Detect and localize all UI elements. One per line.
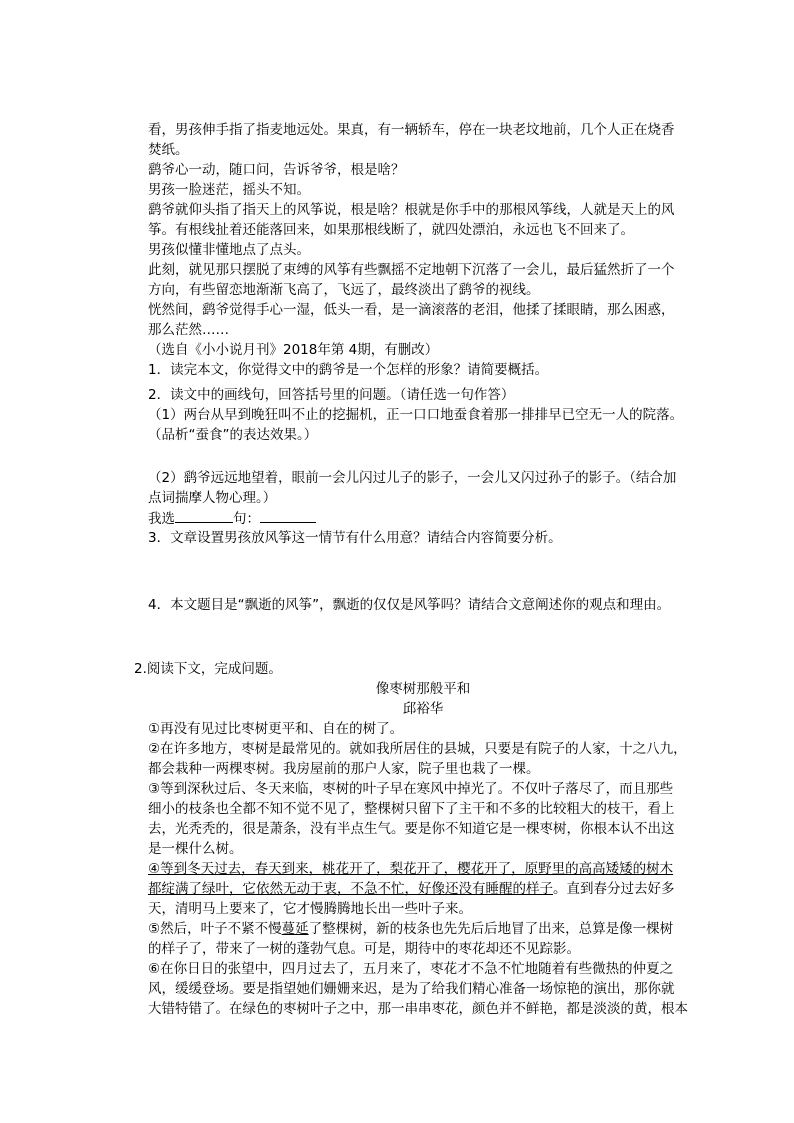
paragraph-2-line: 都会栽种一两棵枣树。我房屋前的那户人家，院子里也栽了一棵。: [148, 761, 540, 777]
paragraph-6-line: 风，缓缓登场。要是指望她们姗姗来迟，是为了给我们精心准备一场惊艳的演出，那你就: [148, 981, 675, 997]
paragraph-3-line: 细小的枝条也全都不知不觉不见了，整棵树只留下了主干和不多的比较粗大的枝干，看上: [148, 801, 675, 817]
story-line: 男孩一脸迷茫，摇头不知。: [148, 182, 310, 198]
paragraph-4-underlined-segment: 都绽满了绿叶，它依然无动于衷，不急不忙，好像还没有睡醒的样子: [148, 881, 553, 897]
story-line: 鹞爷就仰头指了指天上的风筝说，根是啥？根就是你手中的那根风筝线，人就是天上的风: [148, 202, 675, 218]
question-1: 1．读完本文，你觉得文中的鹞爷是一个怎样的形象？请简要概括。: [148, 362, 549, 378]
part-2-intro: 2.阅读下文，完成问题。: [134, 661, 282, 677]
question-2: [148, 385, 698, 445]
story-line: 那么茫然……: [148, 322, 229, 338]
question-2-item-1-hint: （品析“蚕食”的表达效果。）: [148, 427, 318, 443]
question-2-part-2: [148, 468, 698, 548]
paragraph-3-line: 去，光秃秃的，很是萧条，没有半点生气。要是你不知道它是一棵枣树，你根本认不出这: [148, 821, 675, 837]
source-note: （选自《小小说月刊》2018年第 4期，有删改）: [148, 342, 439, 358]
paragraph-5-line-1: [148, 919, 698, 939]
story-line: 男孩似懂非懂地点了点头。: [148, 242, 310, 258]
paragraph-4-underlined-line: ④等到冬天过去，春天到来，桃花开了，梨花开了，樱花开了，原野里的高高矮矮的树木: [148, 861, 674, 877]
paragraph-3-line: 是一棵什么树。: [148, 841, 243, 857]
paragraph-5-start: ⑤然后，叶子不紧不慢: [148, 921, 282, 937]
question-2-stem: 2．读文中的画线句，回答括号里的问题。（请任选一句作答）: [148, 387, 515, 403]
story-line: 看，男孩伸手指了指麦地远处。果真，有一辆轿车，停在一块老坟地前，几个人正在烧香: [148, 122, 675, 138]
answer-blank-sentence[interactable]: [175, 508, 233, 523]
paragraph-2-line: ②在许多地方，枣树是最常见的。就如我所居住的县城，只要是有院子的人家，十之八九，: [148, 741, 687, 757]
article-title: 像枣树那般平和: [375, 681, 471, 697]
story-line: 方向，有些留恋地渐渐飞高了，飞远了，最终淡出了鹞爷的视线。: [148, 282, 540, 298]
question-3: 3．文章设置男孩放风筝这一情节有什么用意？请结合内容简要分析。: [148, 530, 562, 546]
story-line: 筝。有根线扯着还能落回来，如果那根线断了，就四处漂泊，永远也飞不回来了。: [148, 222, 634, 238]
story-line: 此刻，就见那只摆脱了束缚的风筝有些飘摇不定地朝下沉落了一会儿，最后猛然折了一个: [148, 262, 675, 278]
paragraph-6-line: ⑥在你日日的张望中，四月过去了，五月来了，枣花才不急不忙地随着有些微热的仲夏之: [148, 961, 674, 977]
paragraph-5-line-2: 的样子了，带来了一树的蓬勃气息。可是，期待中的枣花却还不见踪影。: [148, 941, 580, 957]
part-2-intro-block: [134, 659, 684, 679]
choose-line: [148, 508, 698, 528]
story-line: 焚纸。: [148, 142, 189, 158]
story-continuation: [148, 120, 698, 380]
emphasized-word: 蔓延: [281, 921, 309, 937]
story-line: 鹞爷心一动，随口问，告诉爷爷，根是啥？: [148, 162, 405, 178]
paragraph-3-line: ③等到深秋过后、冬天来临，枣树的叶子早在寒风中掉光了。不仅叶子落尽了，而且那些: [148, 781, 674, 797]
question-2-item-2: （2）鹞爷远远地望着，眼前一会儿闪过儿子的影子，一会儿又闪过孙子的影子。（结合加: [148, 470, 677, 486]
paragraph-5-rest: 了整棵树，新的枝条也先先后后地冒了出来，总算是像一棵树: [308, 921, 674, 937]
choose-suffix: 句：: [233, 511, 260, 527]
question-2-item-1: （1）两台从早到晚狂叫不止的挖掘机，正一口口地蚕食着那一排排早已空无一人的院落。: [148, 407, 684, 423]
question-4-block: [148, 595, 698, 615]
answer-blank-reason[interactable]: [260, 508, 316, 523]
paragraph-6-line: 大错特错了。在绿色的枣树叶子之中，那一串串枣花，颜色并不鲜艳，都是淡淡的黄，根本: [148, 1001, 688, 1017]
article-author: 邱裕华: [402, 701, 444, 717]
paragraph-4-line-3: 天，清明马上要来了，它才慢腾腾地长出一些叶子来。: [148, 901, 472, 917]
choose-label: 我选: [148, 511, 175, 527]
paragraph-4-line-2: [148, 879, 698, 899]
paragraph-1: ①再没有见过比枣树更平和、自在的树了。: [148, 721, 404, 737]
paragraph-4-rest: 。直到春分过去好多: [553, 881, 675, 897]
question-2-item-2-hint: 点词揣摩人物心理。）: [148, 490, 277, 506]
question-4: 4．本文题目是“飘逝的风筝”，飘逝的仅仅是风筝吗？请结合文意阐述你的观点和理由。: [148, 597, 671, 613]
article-body: [148, 719, 698, 1019]
story-line: 恍然间，鹞爷觉得手心一湿，低头一看，是一滴滚落的老泪，他揉了揉眼睛，那么困惑，: [148, 302, 675, 318]
